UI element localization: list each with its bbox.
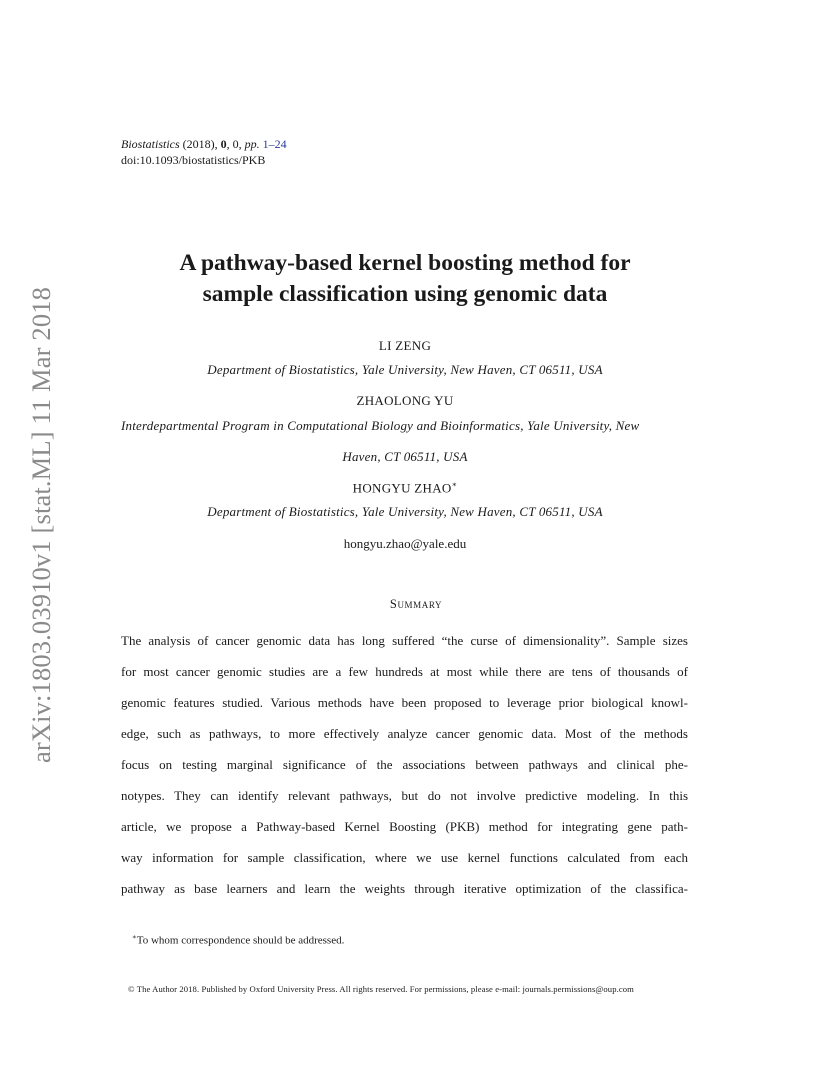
abstract-body xyxy=(121,625,688,904)
copyright-icon: © xyxy=(128,984,135,994)
abstract-line: The analysis of cancer genomic data has long suffered “the curse of dimensionality”. Sample sizes xyxy=(121,633,688,648)
pages-label: pp. xyxy=(244,137,260,151)
footnote xyxy=(132,933,344,947)
author-affiliation: Department of Biostatistics, Yale University, New Haven, CT 06511, USA xyxy=(207,362,603,377)
abstract-line: edge, such as pathways, to more effectively analyze cancer genomic data. Most of the methods xyxy=(121,726,688,741)
journal-issue: , 0, xyxy=(226,137,242,151)
footnote-text: To whom correspondence should be addressed. xyxy=(136,934,345,947)
journal-volume: 0 xyxy=(220,137,227,151)
abstract-line: article, we propose a Pathway-based Kernel Boosting (PKB) method for integrating gene path- xyxy=(121,819,688,834)
summary-heading: Summary xyxy=(389,597,443,611)
author-name: LI ZENG xyxy=(378,338,432,353)
abstract-line: pathway as base learners and learn the weights through iterative optimization of the classifica- xyxy=(121,881,688,896)
doi: doi:10.1093/biostatistics/PKB xyxy=(121,153,266,167)
author-affiliation: Interdepartmental Program in Computational Biology and Bioinformatics, Yale University, New xyxy=(121,418,640,433)
journal-year: (2018), xyxy=(182,137,218,151)
copyright-text: The Author 2018. Published by Oxford University Press. All rights reserved. For permissions, please e-mail: journals.permissions@oup.com xyxy=(136,984,634,994)
title-line-1: A pathway-based kernel boosting method for xyxy=(179,250,631,276)
footnote-marker: ∗ xyxy=(132,933,137,941)
abstract-line: genomic features studied. Various methods have been proposed to leverage prior biological knowl- xyxy=(121,695,688,710)
copyright-notice xyxy=(128,984,634,994)
abstract-line: focus on testing marginal significance of the associations between pathways and clinical phe- xyxy=(121,757,688,772)
abstract-line: for most cancer genomic studies are a few hundreds at most while there are tens of thousands of xyxy=(121,664,688,679)
author-email[interactable]: hongyu.zhao@yale.edu xyxy=(343,536,467,551)
corresponding-author xyxy=(0,480,810,496)
author-affiliation-continued: Haven, CT 06511, USA xyxy=(342,449,468,464)
author-name: ZHAOLONG YU xyxy=(356,393,454,408)
title-line-2: sample classification using genomic data xyxy=(202,281,608,307)
corresponding-marker: ∗ xyxy=(451,480,458,489)
pages-link[interactable]: 1–24 xyxy=(262,137,287,151)
arxiv-identifier: arXiv:1803.03910v1 [stat.ML] 11 Mar 2018 xyxy=(26,286,56,764)
paper-title xyxy=(0,248,810,310)
abstract-line: way information for sample classification, where we use kernel functions calculated from each xyxy=(121,850,688,865)
journal-name: Biostatistics xyxy=(121,137,180,151)
abstract-line: notypes. They can identify relevant pathways, but do not involve predictive modeling. In this xyxy=(121,788,688,803)
author-name: HONGYU ZHAO xyxy=(352,480,452,496)
author-affiliation: Department of Biostatistics, Yale University, New Haven, CT 06511, USA xyxy=(207,504,603,519)
journal-citation xyxy=(121,137,287,152)
